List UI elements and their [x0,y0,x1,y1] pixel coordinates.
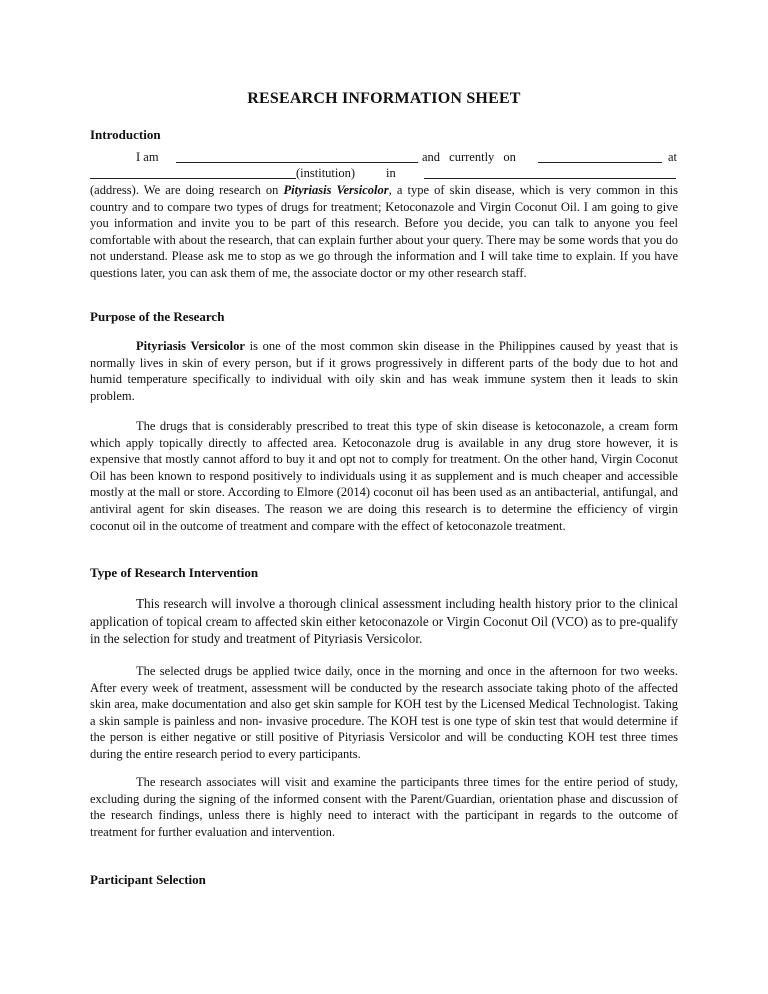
intervention-paragraph-2: The selected drugs be applied twice daily, once in the morning and once in the afternoon for two weeks. After every week of treatment, assessment will be conducted by the research associate taking photo of the affected skin area, make documentation and also get skin sample for KOH test by the Licensed Medical Technologist. Taking a skin sample is painless and non- invasive procedure. The KOH test is one type of skin test that would determine if the person is either negative or still positive of Pityriasis Versicolor and will be conducting KOH test three times during the entire research period to every participants. [90,664,678,761]
participant-heading: Participant Selection [90,872,206,887]
date-blank[interactable] [538,151,662,163]
intro-institution: (institution) [296,166,356,180]
intro-italic-term: Pityriasis Versicolor [283,183,389,197]
introduction-paragraph [90,182,678,282]
institution-blank[interactable] [90,167,296,179]
purpose-bold-term: Pityriasis Versicolor [136,339,245,353]
intro-in: in [386,166,396,180]
intervention-paragraph-1: This research will involve a thorough clinical assessment including health history prior to the clinical application of topical cream to affected skin either ketoconazole or Virgin Coconut Oil (VCO) as to pre-qualify in the selection for study and treatment of Pityriasis Versicolor. [90,596,678,647]
intro-i-am: I am [136,150,159,164]
purpose-heading: Purpose of the Research [90,309,225,324]
intro-text-2: , a type of skin disease, which is very common in this country and to compare two types of drugs for treatment; Ketoconazole and Virgin Coconut Oil. I am going to give you information and invite you to be part of this research. Before you decide, you can talk to anyone you feel comfortable with about the research, that can explain further about your query. There may be some words that you do not understand. Please ask me to stop as we go through the information and I will take time to explain. If you have questions later, you can ask them of me, the associate doctor or my other research staff. [90,183,678,280]
name-blank[interactable] [176,151,418,163]
purpose-paragraph-1 [90,338,678,404]
page-title: RESEARCH INFORMATION SHEET [247,90,521,107]
intro-fill-line-2 [90,166,678,182]
purpose-text-1: is one of the most common skin disease in the Philippines caused by yeast that is normally lives in skin of every person, but if it grows progressively in different parts of the body due to hot and humid temperature specifically to individual with oily skin and has weak immune system then it leads to skin problem. [90,339,678,403]
intro-currently-on: and currently on [422,150,516,164]
introduction-heading: Introduction [90,127,161,142]
purpose-paragraph-2: The drugs that is considerably prescribed to treat this type of skin disease is ketoconazole, a cream form which apply topically directly to affected area. Ketoconazole drug is available in any drug store however, it is expensive that mostly cannot afford to buy it and opt not to comply for treatment. On the other hand, Virgin Coconut Oil has been known to respond positively to individuals using it as supplement and is much cheaper and accessible mostly at the mall or store. According to Elmore (2014) coconut oil has been used as an antibacterial, antifungal, and antiviral agent for skin diseases. The reason we are doing this research is to determine the efficiency of virgin coconut oil in the outcome of treatment and compare with the effect of ketoconazole treatment. [90,419,678,533]
intro-at: at [668,150,678,164]
intro-text-1: (address). We are doing research on [90,183,284,197]
intervention-heading: Type of Research Intervention [90,565,259,580]
intro-fill-line-1 [90,150,678,166]
intervention-paragraph-3: The research associates will visit and examine the participants three times for the entire period of study, excluding during the signing of the informed consent with the Parent/Guardian, orientation phase and discussion of the research findings, unless there is highly need to interact with the participant in regards to the outcome of treatment for further evaluation and intervention. [90,775,678,839]
address-blank[interactable] [424,167,676,179]
